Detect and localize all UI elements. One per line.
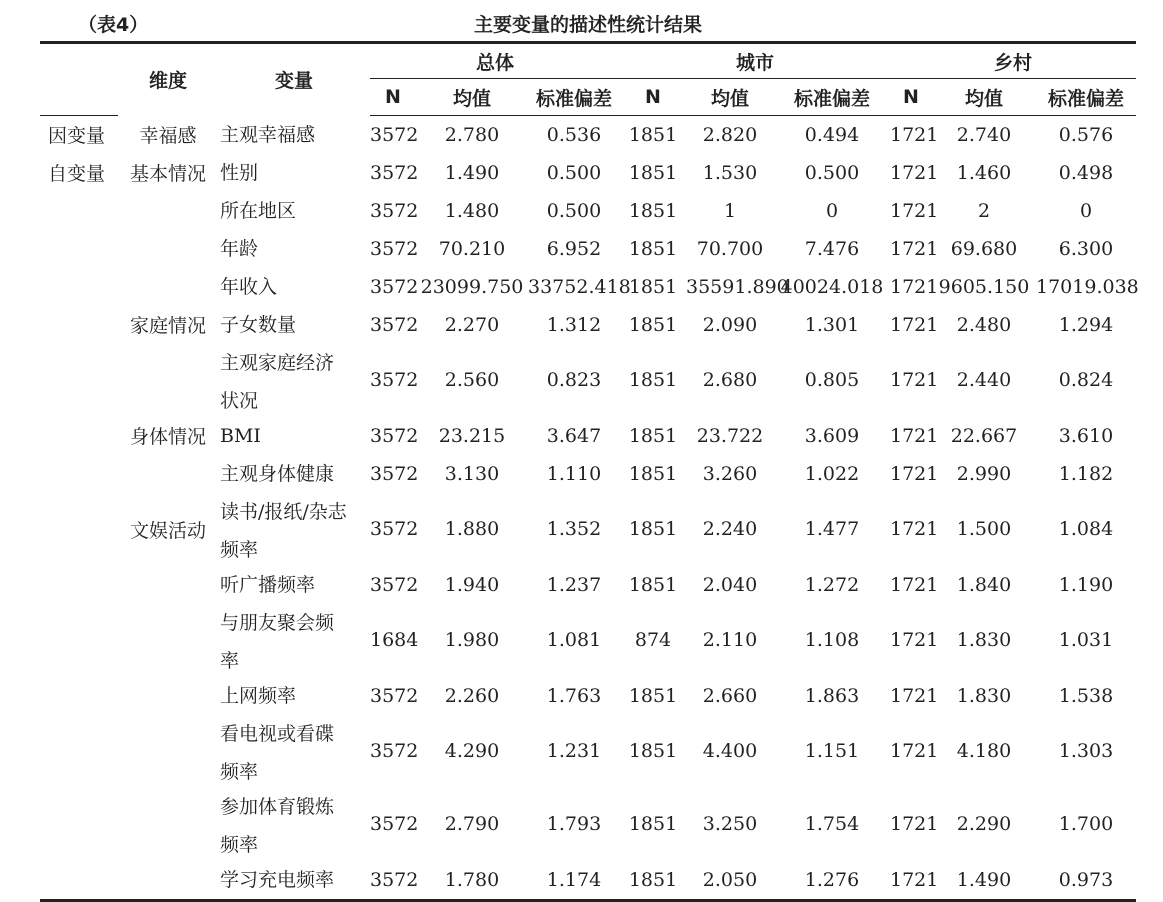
variable-name: 参加体育锻炼频率 bbox=[220, 795, 335, 856]
urban-sd-value: 0.500 bbox=[804, 161, 860, 184]
variable-name: 子女数量 bbox=[220, 313, 297, 336]
urban-n-value: 1851 bbox=[628, 740, 678, 762]
total-n-value: 3572 bbox=[370, 161, 419, 184]
urban-sd-value: 1.477 bbox=[804, 518, 860, 540]
total-sd-value: 1.174 bbox=[546, 868, 602, 891]
rural-sd-value: 1.190 bbox=[1058, 573, 1114, 596]
rural-mean-value: 22.667 bbox=[950, 424, 1018, 447]
total-sd-value: 1.312 bbox=[546, 313, 602, 336]
dimension-cell: 身体情况 bbox=[129, 426, 206, 448]
variable-name: 年龄 bbox=[220, 237, 259, 260]
rural-sd-value: 1.700 bbox=[1058, 813, 1114, 835]
urban-n-value: 874 bbox=[634, 629, 672, 651]
total-n-value: 3572 bbox=[370, 462, 419, 485]
header-group-rural: 乡村 bbox=[890, 43, 1136, 79]
table-row bbox=[40, 268, 1136, 306]
total-sd-value: 1.231 bbox=[546, 740, 602, 762]
urban-n-value: 1851 bbox=[628, 275, 678, 298]
dimension-cell: 文娱活动 bbox=[129, 519, 206, 542]
header-mean: 均值 bbox=[686, 79, 774, 116]
table-row bbox=[40, 788, 1136, 861]
table-label: （表4） bbox=[78, 14, 149, 36]
table-body bbox=[40, 116, 1139, 901]
urban-n-value: 1851 bbox=[628, 161, 678, 184]
variable-category bbox=[40, 715, 118, 788]
rural-mean-value: 2.740 bbox=[956, 123, 1012, 146]
header-mean: 均值 bbox=[416, 79, 528, 116]
variable-name: 性别 bbox=[220, 161, 259, 184]
dimension-cell bbox=[118, 566, 218, 604]
total-mean-value: 2.260 bbox=[444, 684, 500, 707]
total-n-value: 3572 bbox=[370, 684, 419, 707]
variable-name: BMI bbox=[220, 424, 261, 447]
variable-category: 自变量 bbox=[48, 163, 106, 185]
variable-name: 学习充电频率 bbox=[220, 868, 335, 891]
urban-n-value: 1851 bbox=[628, 813, 678, 835]
urban-n-value: 1851 bbox=[628, 684, 678, 707]
urban-n-value: 1851 bbox=[628, 518, 678, 540]
dimension-cell bbox=[118, 677, 218, 715]
dimension-cell: 基本情况 bbox=[129, 163, 206, 185]
total-mean-value: 1.940 bbox=[444, 573, 500, 596]
rural-n-value: 1721 bbox=[890, 123, 939, 146]
rural-sd-value: 1.182 bbox=[1058, 462, 1114, 485]
header-sd: 标准偏差 bbox=[774, 79, 890, 116]
urban-sd-value: 0.494 bbox=[804, 123, 860, 146]
total-n-value: 3572 bbox=[370, 275, 419, 298]
rural-n-value: 1721 bbox=[890, 424, 939, 447]
header-row-groups bbox=[40, 43, 1136, 79]
total-n-value: 3572 bbox=[370, 573, 419, 596]
total-sd-value: 1.793 bbox=[546, 813, 602, 835]
rural-mean-value: 2.440 bbox=[956, 369, 1012, 391]
urban-mean-value: 3.250 bbox=[702, 813, 758, 835]
total-n-value: 3572 bbox=[370, 518, 419, 540]
total-mean-value: 1.490 bbox=[444, 161, 500, 184]
table-row bbox=[40, 455, 1136, 493]
rural-sd-value: 1.294 bbox=[1058, 313, 1114, 336]
total-mean-value: 2.270 bbox=[444, 313, 500, 336]
rural-mean-value: 2 bbox=[977, 199, 991, 222]
urban-sd-value: 1.108 bbox=[804, 629, 860, 651]
total-sd-value: 1.110 bbox=[546, 462, 602, 485]
rural-n-value: 1721 bbox=[890, 518, 939, 540]
rural-mean-value: 9605.150 bbox=[938, 275, 1030, 298]
header-sd: 标准偏差 bbox=[528, 79, 620, 116]
variable-category bbox=[40, 230, 118, 268]
header-n: N bbox=[370, 79, 416, 116]
urban-mean-value: 2.110 bbox=[702, 629, 758, 651]
total-n-value: 3572 bbox=[370, 740, 419, 762]
dimension-cell bbox=[118, 715, 218, 788]
table-row bbox=[40, 192, 1136, 230]
rural-mean-value: 2.480 bbox=[956, 313, 1012, 336]
table-row bbox=[40, 306, 1136, 344]
header-mean: 均值 bbox=[932, 79, 1036, 116]
rural-n-value: 1721 bbox=[890, 629, 939, 651]
variable-name: 主观身体健康 bbox=[220, 462, 335, 485]
variable-category bbox=[40, 861, 118, 901]
variable-category bbox=[40, 306, 118, 344]
urban-mean-value: 2.680 bbox=[702, 369, 758, 391]
table-row bbox=[40, 566, 1136, 604]
total-mean-value: 1.980 bbox=[444, 629, 500, 651]
variable-name: 主观家庭经济状况 bbox=[220, 351, 335, 412]
total-n-value: 3572 bbox=[370, 237, 419, 260]
urban-mean-value: 4.400 bbox=[702, 740, 758, 762]
total-sd-value: 0.500 bbox=[546, 199, 602, 222]
total-n-value: 1684 bbox=[370, 629, 419, 651]
total-sd-value: 0.536 bbox=[546, 123, 602, 146]
table-row bbox=[40, 677, 1136, 715]
total-mean-value: 23.215 bbox=[438, 424, 506, 447]
header-variable: 变量 bbox=[274, 70, 313, 93]
urban-sd-value: 40024.018 bbox=[780, 275, 884, 298]
rural-mean-value: 2.290 bbox=[956, 813, 1012, 835]
total-mean-value: 4.290 bbox=[444, 740, 500, 762]
variable-category bbox=[40, 192, 118, 230]
variable-category bbox=[40, 268, 118, 306]
rural-n-value: 1721 bbox=[890, 462, 939, 485]
total-n-value: 3572 bbox=[370, 313, 419, 336]
header-dimension: 维度 bbox=[148, 70, 187, 93]
urban-sd-value: 0 bbox=[825, 199, 839, 222]
urban-sd-value: 1.022 bbox=[804, 462, 860, 485]
total-sd-value: 0.823 bbox=[546, 369, 602, 391]
urban-sd-value: 0.805 bbox=[804, 369, 860, 391]
variable-category bbox=[40, 493, 118, 566]
total-n-value: 3572 bbox=[370, 199, 419, 222]
rural-n-value: 1721 bbox=[890, 237, 939, 260]
urban-n-value: 1851 bbox=[628, 313, 678, 336]
total-mean-value: 2.560 bbox=[444, 369, 500, 391]
rural-n-value: 1721 bbox=[890, 813, 939, 835]
urban-sd-value: 1.272 bbox=[804, 573, 860, 596]
rural-sd-value: 1.538 bbox=[1058, 684, 1114, 707]
dimension-cell bbox=[118, 268, 218, 306]
rural-mean-value: 1.840 bbox=[956, 573, 1012, 596]
header-n: N bbox=[620, 79, 686, 116]
table-title: 主要变量的描述性统计结果 bbox=[473, 14, 702, 36]
total-mean-value: 1.880 bbox=[444, 518, 500, 540]
total-sd-value: 6.952 bbox=[546, 237, 602, 260]
header-group-total: 总体 bbox=[370, 43, 620, 79]
dimension-cell bbox=[118, 344, 218, 417]
header-n: N bbox=[890, 79, 932, 116]
variable-name: 读书/报纸/杂志频率 bbox=[220, 500, 347, 561]
dimension-cell bbox=[118, 230, 218, 268]
variable-category bbox=[40, 604, 118, 677]
urban-mean-value: 2.820 bbox=[702, 123, 758, 146]
urban-mean-value: 35591.890 bbox=[686, 275, 789, 298]
rural-mean-value: 1.490 bbox=[956, 868, 1012, 891]
urban-mean-value: 3.260 bbox=[702, 462, 758, 485]
total-sd-value: 33752.418 bbox=[528, 275, 631, 298]
urban-sd-value: 1.276 bbox=[804, 868, 860, 891]
rural-n-value: 1721 bbox=[890, 573, 939, 596]
urban-n-value: 1851 bbox=[628, 462, 678, 485]
total-sd-value: 1.352 bbox=[546, 518, 602, 540]
rural-mean-value: 1.830 bbox=[956, 684, 1012, 707]
table-row bbox=[40, 604, 1136, 677]
total-mean-value: 2.780 bbox=[444, 123, 500, 146]
variable-category: 因变量 bbox=[48, 125, 106, 148]
variable-category bbox=[40, 417, 118, 455]
rural-sd-value: 17019.038 bbox=[1036, 275, 1139, 298]
rural-sd-value: 0 bbox=[1079, 199, 1093, 222]
urban-mean-value: 2.040 bbox=[702, 573, 758, 596]
urban-sd-value: 1.151 bbox=[804, 740, 860, 762]
rural-mean-value: 1.460 bbox=[956, 161, 1012, 184]
variable-name: 上网频率 bbox=[220, 684, 297, 707]
urban-n-value: 1851 bbox=[628, 123, 678, 146]
rural-sd-value: 1.031 bbox=[1058, 629, 1114, 651]
total-sd-value: 1.237 bbox=[546, 573, 602, 596]
rural-sd-value: 0.576 bbox=[1058, 123, 1114, 146]
table-caption bbox=[40, 8, 1136, 38]
rural-sd-value: 0.973 bbox=[1058, 868, 1114, 891]
urban-mean-value: 2.050 bbox=[702, 868, 758, 891]
urban-mean-value: 2.660 bbox=[702, 684, 758, 707]
total-n-value: 3572 bbox=[370, 813, 419, 835]
variable-name: 年收入 bbox=[220, 275, 278, 298]
table-row bbox=[40, 861, 1136, 901]
table-row bbox=[40, 493, 1136, 566]
rural-mean-value: 2.990 bbox=[956, 462, 1012, 485]
urban-mean-value: 70.700 bbox=[696, 237, 764, 260]
rural-sd-value: 0.824 bbox=[1058, 369, 1114, 391]
total-mean-value: 70.210 bbox=[438, 237, 506, 260]
rural-mean-value: 69.680 bbox=[950, 237, 1018, 260]
dimension-cell bbox=[118, 192, 218, 230]
total-mean-value: 1.780 bbox=[444, 868, 500, 891]
rural-n-value: 1721 bbox=[890, 199, 939, 222]
total-n-value: 3572 bbox=[370, 369, 419, 391]
urban-n-value: 1851 bbox=[628, 424, 678, 447]
variable-name: 看电视或看碟频率 bbox=[220, 722, 335, 783]
urban-mean-value: 1 bbox=[723, 199, 737, 222]
urban-mean-value: 23.722 bbox=[696, 424, 764, 447]
urban-sd-value: 3.609 bbox=[804, 424, 860, 447]
variable-name: 与朋友聚会频率 bbox=[220, 611, 335, 672]
total-mean-value: 23099.750 bbox=[420, 275, 524, 298]
urban-n-value: 1851 bbox=[628, 237, 678, 260]
dimension-cell: 家庭情况 bbox=[129, 315, 206, 337]
table-row bbox=[40, 344, 1136, 417]
variable-name: 主观幸福感 bbox=[220, 123, 316, 146]
urban-n-value: 1851 bbox=[628, 868, 678, 891]
rural-sd-value: 1.084 bbox=[1058, 518, 1114, 540]
dimension-cell bbox=[118, 604, 218, 677]
rural-sd-value: 6.300 bbox=[1058, 237, 1114, 260]
urban-sd-value: 1.301 bbox=[804, 313, 860, 336]
total-sd-value: 0.500 bbox=[546, 161, 602, 184]
rural-n-value: 1721 bbox=[890, 369, 939, 391]
variable-category bbox=[40, 344, 118, 417]
dimension-cell: 幸福感 bbox=[139, 125, 197, 147]
urban-sd-value: 7.476 bbox=[804, 237, 860, 260]
urban-sd-value: 1.754 bbox=[804, 813, 860, 835]
urban-mean-value: 2.090 bbox=[702, 313, 758, 336]
dimension-cell bbox=[118, 861, 218, 901]
total-n-value: 3572 bbox=[370, 424, 419, 447]
rural-mean-value: 4.180 bbox=[956, 740, 1012, 762]
rural-mean-value: 1.830 bbox=[956, 629, 1012, 651]
descriptive-statistics-table bbox=[40, 41, 1139, 902]
total-n-value: 3572 bbox=[370, 123, 419, 146]
variable-name: 所在地区 bbox=[220, 199, 297, 222]
variable-category bbox=[40, 455, 118, 493]
table-row bbox=[40, 154, 1136, 192]
table-row bbox=[40, 116, 1136, 154]
total-sd-value: 3.647 bbox=[546, 424, 602, 447]
header-sd: 标准偏差 bbox=[1036, 79, 1136, 116]
variable-category bbox=[40, 677, 118, 715]
rural-sd-value: 3.610 bbox=[1058, 424, 1114, 447]
rural-n-value: 1721 bbox=[890, 740, 939, 762]
table-row bbox=[40, 230, 1136, 268]
rural-n-value: 1721 bbox=[890, 684, 939, 707]
rural-n-value: 1721 bbox=[890, 313, 939, 336]
urban-mean-value: 1.530 bbox=[702, 161, 758, 184]
dimension-cell bbox=[118, 455, 218, 493]
urban-n-value: 1851 bbox=[628, 573, 678, 596]
variable-name: 听广播频率 bbox=[220, 573, 316, 596]
rural-mean-value: 1.500 bbox=[956, 518, 1012, 540]
rural-sd-value: 1.303 bbox=[1058, 740, 1114, 762]
total-mean-value: 3.130 bbox=[444, 462, 500, 485]
rural-n-value: 1721 bbox=[890, 161, 939, 184]
urban-n-value: 1851 bbox=[628, 369, 678, 391]
table-row bbox=[40, 715, 1136, 788]
rural-n-value: 1721 bbox=[890, 275, 939, 298]
variable-category bbox=[40, 788, 118, 861]
total-n-value: 3572 bbox=[370, 868, 419, 891]
total-sd-value: 1.081 bbox=[546, 629, 602, 651]
urban-sd-value: 1.863 bbox=[804, 684, 860, 707]
table-row bbox=[40, 417, 1136, 455]
variable-category bbox=[40, 566, 118, 604]
dimension-cell bbox=[118, 788, 218, 861]
total-sd-value: 1.763 bbox=[546, 684, 602, 707]
rural-sd-value: 0.498 bbox=[1058, 161, 1114, 184]
total-mean-value: 2.790 bbox=[444, 813, 500, 835]
rural-n-value: 1721 bbox=[890, 868, 939, 891]
urban-n-value: 1851 bbox=[628, 199, 678, 222]
total-mean-value: 1.480 bbox=[444, 199, 500, 222]
header-group-urban: 城市 bbox=[620, 43, 890, 79]
urban-mean-value: 2.240 bbox=[702, 518, 758, 540]
